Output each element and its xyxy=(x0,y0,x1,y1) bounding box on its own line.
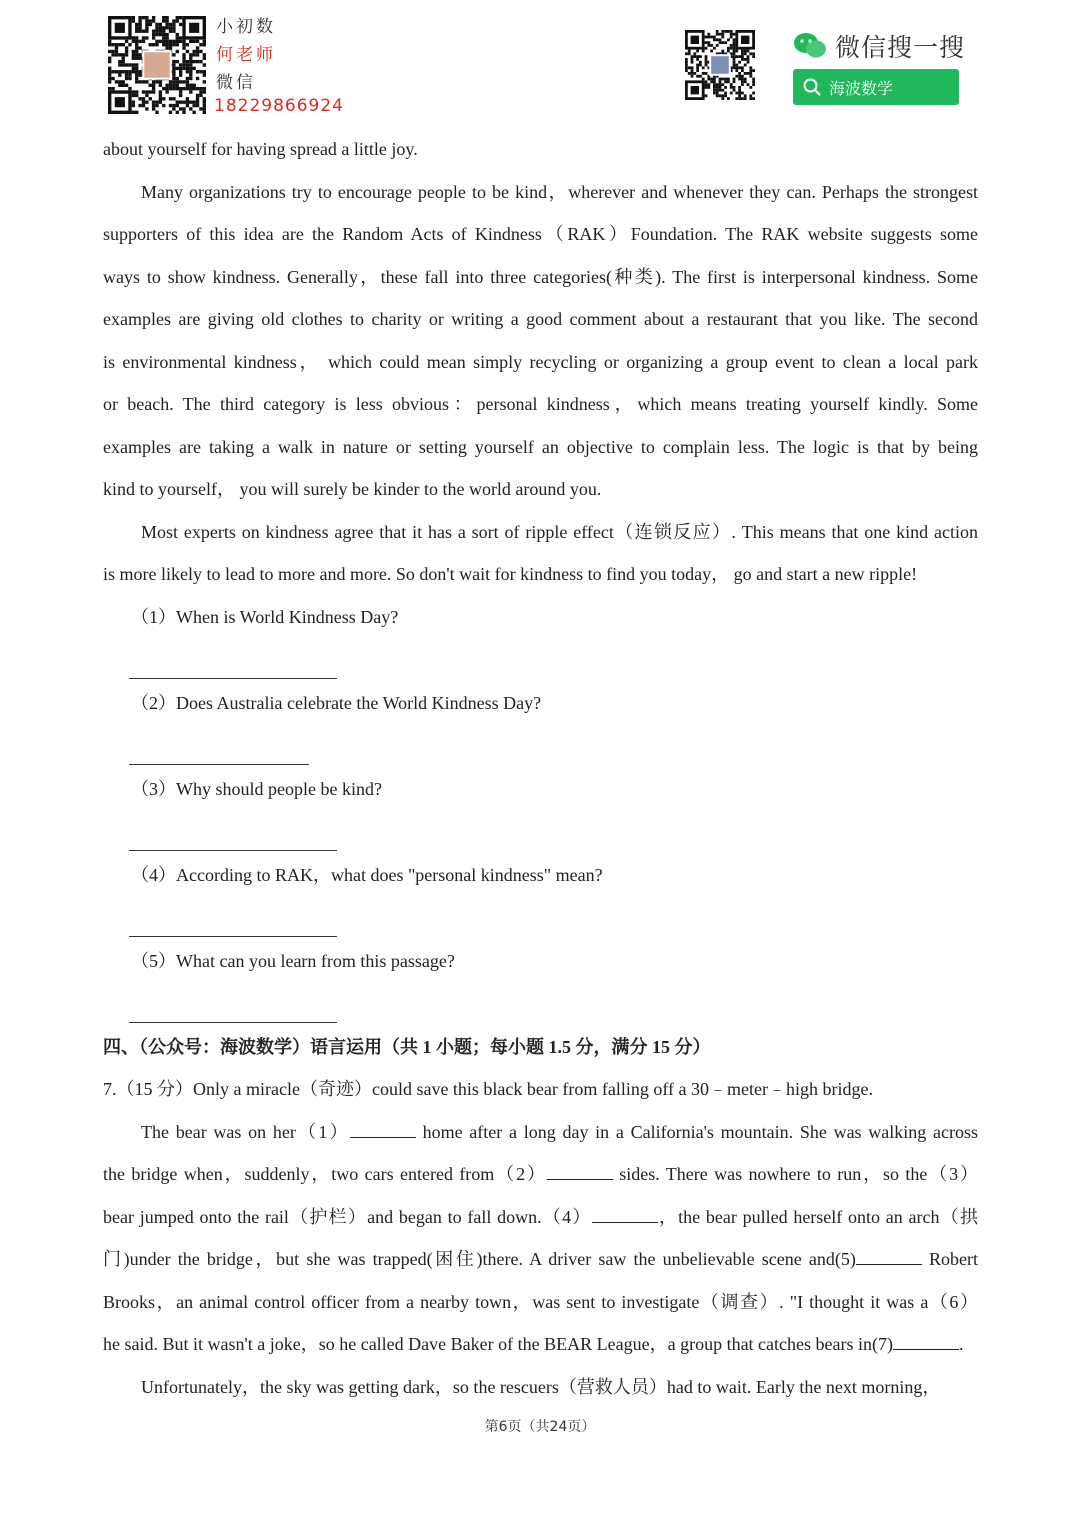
passage-line: ways to show kindness. Generally，these fall into three categories(种类). The first is interpersonal kindness. Some xyxy=(103,266,978,287)
wechat-icon xyxy=(793,32,827,60)
wechat-search-title xyxy=(793,28,965,64)
q7-intro: 7.（15 分）Only a miracle（奇迹）could save this black bear from falling off a 30﹣meter﹣high bridge. xyxy=(103,1079,873,1099)
q7-text: home after a long day in a California's mountain. She was walking across xyxy=(415,1121,979,1142)
q7-text: 门)under the bridge，but she was trapped(困住)there. A driver saw the unbelievable scene and(5) xyxy=(103,1249,856,1269)
blank-4[interactable] xyxy=(592,1206,658,1223)
q7-text: sides. There was nowhere to run，so the（3） xyxy=(612,1164,978,1184)
passage-line: supporters of this idea are the Random Acts of Kindness（RAK）Foundation. The RAK website suggests some xyxy=(103,224,978,244)
q7-text: Robert xyxy=(921,1249,978,1269)
passage-line: is more likely to lead to more and more. So don't wait for kindness to find you today， go and start a new ripple! xyxy=(103,564,918,584)
wechat-search-query: 海波数学 xyxy=(829,78,894,98)
q7-line xyxy=(103,1111,978,1154)
q7-line xyxy=(103,1238,978,1281)
question-4: （4）According to RAK，what does "personal kindness" mean? xyxy=(131,864,603,885)
q7-line xyxy=(103,1153,978,1196)
document-body xyxy=(103,128,978,1408)
contact-line-3: 微信 xyxy=(216,73,256,93)
q7-text: the bridge when，suddenly，two cars entered from（2） xyxy=(103,1164,547,1184)
question-5: （5）What can you learn from this passage? xyxy=(131,950,455,971)
page-footer: 第6页（共24页） xyxy=(484,1419,596,1435)
q7-text: . xyxy=(959,1334,964,1354)
q7-text: bear jumped onto the rail（护栏）and began to fall down.（4） xyxy=(103,1206,592,1227)
q7-line: Unfortunately，the sky was getting dark，so the rescuers（营救人员）had to wait. Early the next morning， xyxy=(141,1376,941,1397)
passage-line: kind to yourself， you will surely be kinder to the world around you. xyxy=(103,479,602,499)
blank-1[interactable] xyxy=(350,1121,416,1138)
passage-line: or beach. The third category is less obvious：personal kindness，which means treating yourself kindly. Some xyxy=(103,394,978,414)
q7-text: he said. But it wasn't a joke，so he called Dave Baker of the BEAR League，a group that catches bears in(7) xyxy=(103,1334,893,1354)
q7-line: Brooks，an animal control officer from a nearby town，was sent to investigate（调查）. "I thought it was a（6） xyxy=(103,1291,978,1312)
question-1: （1）When is World Kindness Day? xyxy=(131,606,399,627)
wechat-search-box[interactable] xyxy=(793,69,959,105)
q7-line xyxy=(103,1196,978,1239)
q7-text: The bear was on her（1） xyxy=(141,1121,350,1142)
section-heading: 四、（公众号：海波数学）语言运用（共 1 小题；每小题 1.5 分，满分 15 分） xyxy=(103,1036,711,1057)
passage-line: is environmental kindness， which could mean simply recycling or organizing a group event to clean a local park xyxy=(103,351,978,372)
passage-line: Most experts on kindness agree that it has a sort of ripple effect（连锁反应）. This means that one kind action xyxy=(141,521,978,542)
passage-line: about yourself for having spread a little joy. xyxy=(103,139,418,159)
wechat-search-title-text: 微信搜一搜 xyxy=(835,33,966,62)
q7-text: ，the bear pulled herself onto an arch（拱 xyxy=(657,1206,978,1227)
contact-qr-code xyxy=(108,16,206,114)
blank-2[interactable] xyxy=(547,1163,613,1180)
blank-5[interactable] xyxy=(856,1248,922,1265)
q7-line xyxy=(103,1323,978,1366)
question-2: （2）Does Australia celebrate the World Kindness Day? xyxy=(131,692,542,713)
contact-phone: 18229866924 xyxy=(214,96,344,116)
search-icon xyxy=(803,78,821,96)
contact-line-1: 小初数 xyxy=(216,17,276,37)
wechat-qr-code xyxy=(685,30,755,100)
blank-7[interactable] xyxy=(893,1333,959,1350)
passage-line: Many organizations try to encourage people to be kind，wherever and whenever they can. Perhaps the strongest xyxy=(141,181,978,202)
question-3: （3）Why should people be kind? xyxy=(131,778,382,799)
contact-line-2: 何老师 xyxy=(216,45,276,65)
passage-line: examples are giving old clothes to charity or writing a good comment about a restaurant that you like. The second xyxy=(103,309,978,329)
passage-line: examples are taking a walk in nature or setting yourself an objective to complain less. The logic is that by being xyxy=(103,436,978,457)
